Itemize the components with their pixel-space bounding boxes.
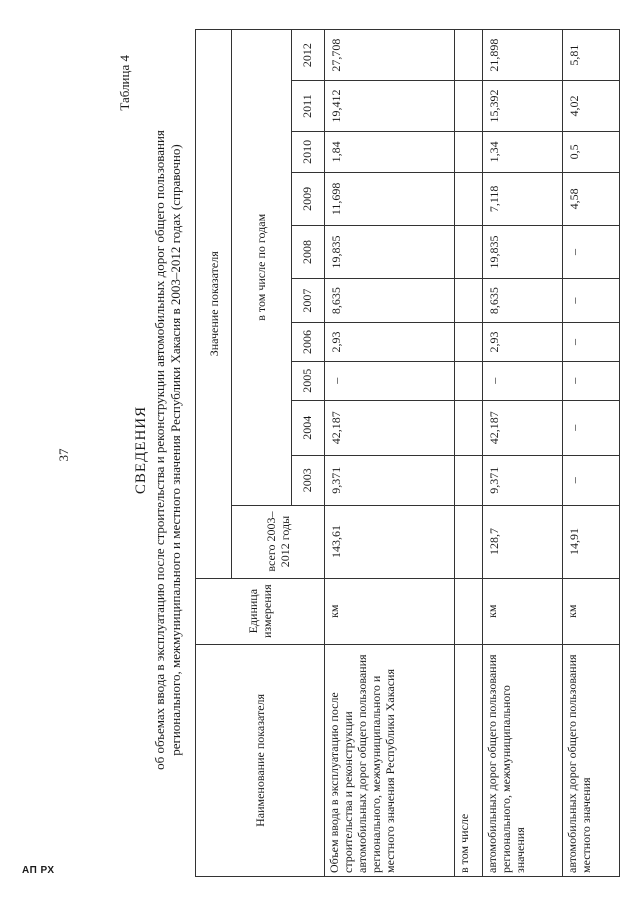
row-value: –: [563, 361, 620, 400]
header-value: Значение показателя: [196, 30, 232, 579]
row-value: [454, 455, 482, 505]
row-value: 8,635: [482, 278, 562, 322]
year-header: 2007: [291, 278, 325, 322]
page-number: 37: [56, 448, 71, 462]
row-value: [454, 30, 482, 81]
document-title: СВЕДЕНИЯ: [133, 405, 149, 495]
table-row: [325, 30, 454, 877]
year-header: 2012: [291, 30, 325, 81]
row-value: [454, 361, 482, 400]
row-name: автомобильных дорог общего пользования местного значения: [563, 644, 620, 876]
row-value: [454, 400, 482, 455]
row-name: автомобильных дорог общего пользования регионального, межмуниципального значения: [482, 644, 562, 876]
row-value: –: [563, 323, 620, 362]
row-value: [454, 81, 482, 132]
table-row: [563, 30, 620, 877]
row-value: 9,371: [325, 455, 454, 505]
row-value: –: [563, 278, 620, 322]
row-value: –: [325, 361, 454, 400]
row-name: в том числе: [454, 644, 482, 876]
row-value: 2,93: [325, 323, 454, 362]
row-value: 0,5: [563, 131, 620, 172]
year-header: 2003: [291, 455, 325, 505]
year-header: 2009: [291, 172, 325, 225]
row-value: 15,392: [482, 81, 562, 132]
row-value: –: [482, 361, 562, 400]
row-unit: км: [563, 578, 620, 644]
row-value: 11,698: [325, 172, 454, 225]
row-name: Объем ввода в эксплуатацию после строительства и реконструкции автомобильных дорог общего пользования регионального, межмуниципального и местного значения Республики Хакасия: [325, 644, 454, 876]
row-value: 1,34: [482, 131, 562, 172]
row-value: 5,81: [563, 30, 620, 81]
year-header: 2011: [291, 81, 325, 132]
row-value: 42,187: [482, 400, 562, 455]
row-total: 14,91: [563, 505, 620, 578]
row-value: [454, 225, 482, 278]
subtitle-line-1: об объемах ввода в эксплуатацию после строительства и реконструкции автомобильных дорог общего пользования: [152, 130, 167, 770]
row-value: 8,635: [325, 278, 454, 322]
header-unit: Единица измерения: [196, 578, 325, 644]
year-header: 2005: [291, 361, 325, 400]
year-header: 2010: [291, 131, 325, 172]
row-value: 27,708: [325, 30, 454, 81]
row-value: [454, 323, 482, 362]
data-table: [195, 29, 620, 877]
title-block: [133, 35, 184, 865]
header-by-year: в том числе по годам: [232, 30, 291, 506]
row-value: [454, 131, 482, 172]
row-value: 4,02: [563, 81, 620, 132]
row-unit: [454, 578, 482, 644]
row-value: 9,371: [482, 455, 562, 505]
row-value: 7,118: [482, 172, 562, 225]
row-value: 42,187: [325, 400, 454, 455]
row-value: –: [563, 225, 620, 278]
row-total: [454, 505, 482, 578]
header-name: Наименование показателя: [196, 644, 325, 876]
row-value: 19,835: [482, 225, 562, 278]
row-total: 128,7: [482, 505, 562, 578]
row-value: [454, 172, 482, 225]
row-value: 21,898: [482, 30, 562, 81]
row-value: 19,412: [325, 81, 454, 132]
row-total: 143,61: [325, 505, 454, 578]
table-row: [454, 30, 482, 877]
header-total: всего 2003–2012 годы: [232, 505, 325, 578]
row-unit: км: [482, 578, 562, 644]
row-value: –: [563, 455, 620, 505]
row-value: 2,93: [482, 323, 562, 362]
table-row: [482, 30, 562, 877]
year-header: 2008: [291, 225, 325, 278]
row-value: [454, 278, 482, 322]
row-value: 1,84: [325, 131, 454, 172]
year-header: 2006: [291, 323, 325, 362]
table-label: Таблица 4: [117, 55, 132, 111]
archive-mark: АП РХ: [22, 865, 55, 876]
subtitle-line-2: регионального, межмуниципального и местного значения Республики Хакасия в 2003–2012 годах (справочно): [168, 144, 183, 756]
row-value: –: [563, 400, 620, 455]
row-value: 19,835: [325, 225, 454, 278]
year-header: 2004: [291, 400, 325, 455]
row-unit: км: [325, 578, 454, 644]
row-value: 4,58: [563, 172, 620, 225]
